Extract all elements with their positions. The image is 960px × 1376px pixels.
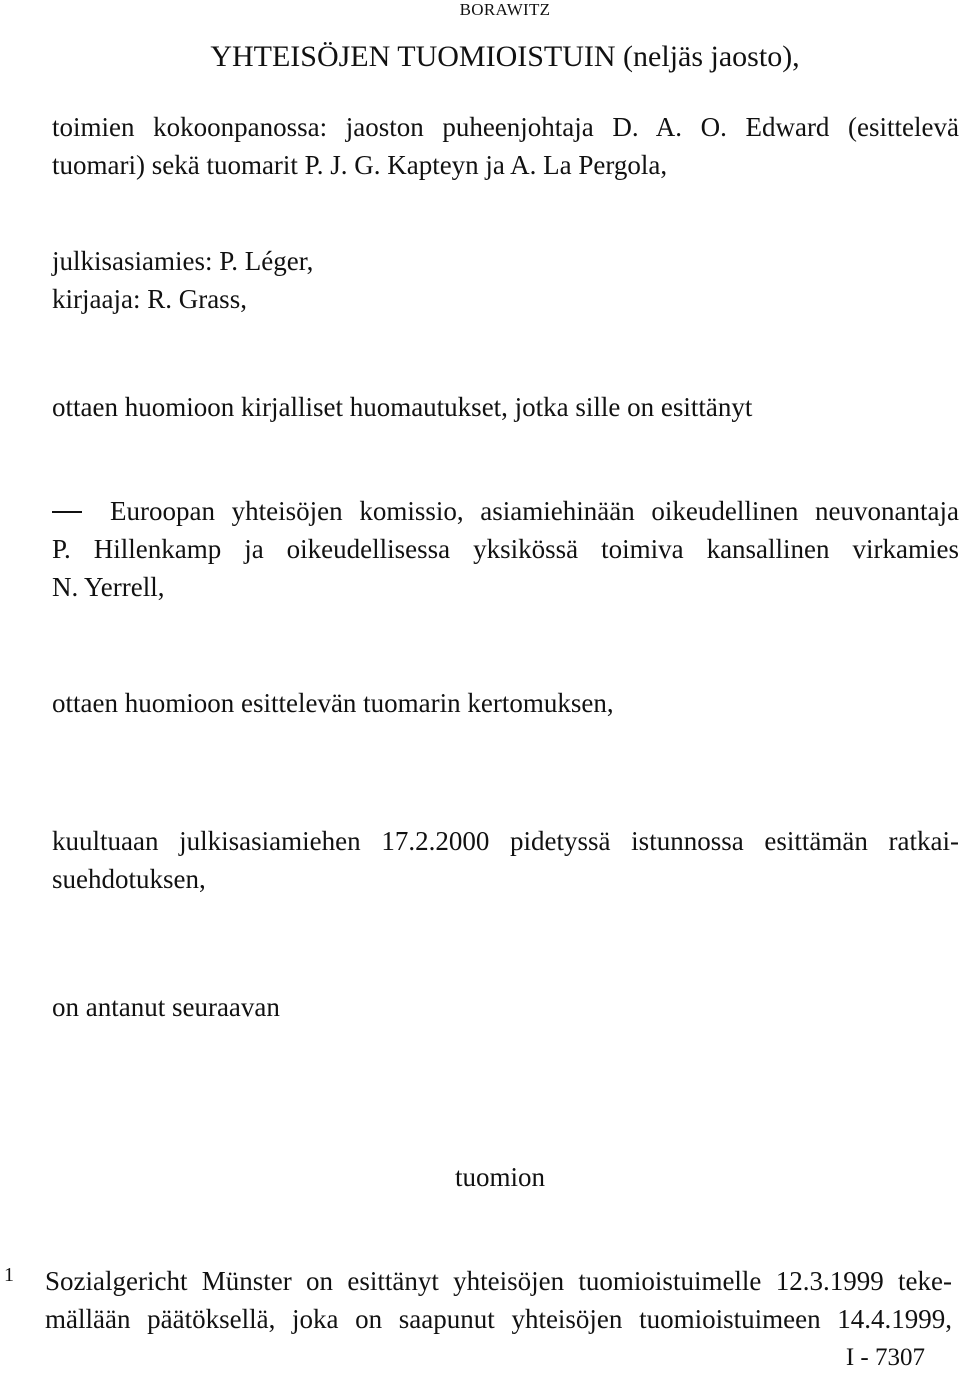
composition-line-2: tuomari) sekä tuomarit P. J. G. Kapteyn ja A. La Pergola, <box>52 150 668 180</box>
observations-item-line-1-text: Euroopan yhteisöjen komissio, asiamiehinään oikeudellinen neuvonantaja <box>110 496 959 526</box>
observations-item-line-3: N. Yerrell, <box>52 572 165 602</box>
report-line: ottaen huomioon esittelevän tuomarin kertomuksen, <box>52 688 614 718</box>
paragraph-1 <box>45 1262 952 1338</box>
observations-list-item <box>52 492 959 606</box>
paragraph-number: 1 <box>4 1264 14 1286</box>
court-title: YHTEISÖJEN TUOMIOISTUIN (neljäs jaosto), <box>210 40 800 73</box>
opinion-line-1: kuultuaan julkisasiamiehen 17.2.2000 pidetyssä istunnossa esittämän ratkai- <box>52 826 959 856</box>
observations-item-line-2: P. Hillenkamp ja oikeudellisessa yksikössä toimiva kansallinen virkamies <box>52 534 959 564</box>
delivery-line: on antanut seuraavan <box>52 992 280 1022</box>
opinion-line-2: suehdotuksen, <box>52 864 206 894</box>
judgment-heading: tuomion <box>454 1162 545 1192</box>
registrar-line: kirjaaja: R. Grass, <box>52 284 247 314</box>
observations-intro: ottaen huomioon kirjalliset huomautukset, jotka sille on esittänyt <box>52 392 753 422</box>
composition-line-1: toimien kokoonpanossa: jaoston puheenjohtaja D. A. O. Edward (esittelevä <box>52 112 959 142</box>
dash-bullet-icon <box>52 511 82 513</box>
paragraph-1-line-2: mällään päätöksellä, joka on saapunut yhteisöjen tuomioistuimeen 14.4.1999, <box>45 1304 952 1334</box>
opinion-block <box>52 822 959 898</box>
page-number: I - 7307 <box>845 1344 925 1371</box>
officers-block <box>52 242 313 318</box>
observations-item-line-1 <box>52 492 959 530</box>
composition-block <box>52 108 959 184</box>
running-head: BORAWITZ <box>459 0 551 19</box>
paragraph-1-line-1: Sozialgericht Münster on esittänyt yhteisöjen tuomioistuimelle 12.3.1999 teke- <box>45 1266 952 1296</box>
advocate-general-line: julkisasiamies: P. Léger, <box>52 246 314 276</box>
